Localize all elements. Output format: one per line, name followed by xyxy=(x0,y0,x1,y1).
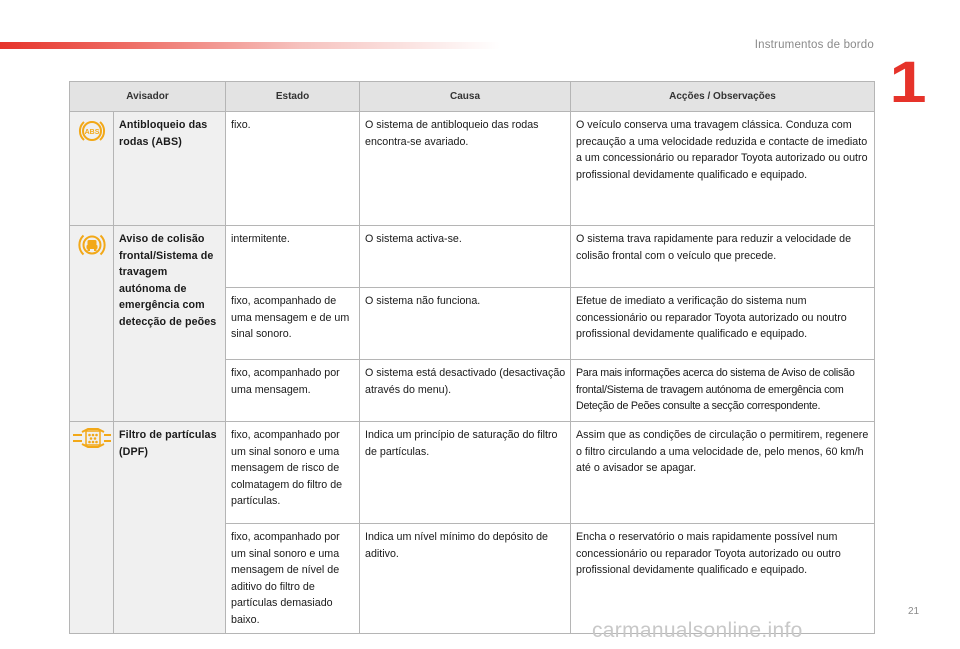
estado-cell: fixo, acompanhado por uma mensagem. xyxy=(226,360,360,422)
section-title: Instrumentos de bordo xyxy=(754,39,874,51)
icon-cell xyxy=(70,226,114,422)
warning-name: Filtro de partículas (DPF) xyxy=(114,422,226,634)
table-row xyxy=(70,226,875,288)
icon-cell xyxy=(70,112,114,226)
icon-cell xyxy=(70,422,114,634)
accoes-cell: O veículo conserva uma travagem clássica. Conduza com precaução a uma velocidade reduzida e contacte de imediato a um concessionário ou reparador Toyota autorizado ou outro profissional devidamente qualificado e equipado. xyxy=(571,112,875,226)
abs-warning-icon xyxy=(72,117,111,145)
estado-cell: fixo, acompanhado de uma mensagem e de um sinal sonoro. xyxy=(226,288,360,360)
header-accent-bar xyxy=(0,42,500,49)
table-header-row xyxy=(70,82,875,112)
warning-lights-table xyxy=(69,81,875,634)
svg-text:ABS: ABS xyxy=(84,129,99,136)
causa-cell: O sistema está desactivado (desactivação através do menu). xyxy=(360,360,571,422)
estado-cell: fixo. xyxy=(226,112,360,226)
particle-filter-icon xyxy=(72,427,111,449)
table-row xyxy=(70,422,875,524)
causa-cell: O sistema activa-se. xyxy=(360,226,571,288)
chapter-number-text: 1 xyxy=(889,50,927,115)
watermark: carmanualsonline.info xyxy=(592,619,803,642)
chapter-number xyxy=(889,50,927,115)
estado-cell: fixo, acompanhado por um sinal sonoro e uma mensagem de risco de colmatagem do filtro de partículas. xyxy=(226,422,360,524)
accoes-cell: Para mais informações acerca do sistema de Aviso de colisão frontal/Sistema de travagem autónoma de emergência com Deteção de Peões consulte a secção correspondente. xyxy=(571,360,875,422)
causa-cell: Indica um princípio de saturação do filtro de partículas. xyxy=(360,422,571,524)
accoes-cell: Encha o reservatório o mais rapidamente possível num concessionário ou reparador Toyota autorizado ou outro profissional devidamente qualificado e equipado. xyxy=(571,524,875,634)
causa-cell: O sistema de antibloqueio das rodas encontra-se avariado. xyxy=(360,112,571,226)
warning-name: Antibloqueio das rodas (ABS) xyxy=(114,112,226,226)
causa-cell: O sistema não funciona. xyxy=(360,288,571,360)
estado-cell: fixo, acompanhado por um sinal sonoro e uma mensagem de nível de aditivo do filtro de partículas demasiado baixo. xyxy=(226,524,360,634)
column-header-estado: Estado xyxy=(226,82,360,112)
table-row xyxy=(70,112,875,226)
collision-warning-icon xyxy=(72,231,111,259)
accoes-cell: Efetue de imediato a verificação do sistema num concessionário ou reparador Toyota autorizado ou noutro profissional devidamente qualificado e equipado. xyxy=(571,288,875,360)
column-header-avisador: Avisador xyxy=(70,82,226,112)
page-number: 21 xyxy=(908,606,920,617)
accoes-cell: O sistema trava rapidamente para reduzir a velocidade de colisão frontal com o veículo que precede. xyxy=(571,226,875,288)
estado-cell: intermitente. xyxy=(226,226,360,288)
column-header-accoes: Acções / Observações xyxy=(571,82,875,112)
accoes-cell: Assim que as condições de circulação o permitirem, regenere o filtro circulando a uma velocidade de, pelo menos, 60 km/h até o avisador se apagar. xyxy=(571,422,875,524)
causa-cell: Indica um nível mínimo do depósito de aditivo. xyxy=(360,524,571,634)
column-header-causa: Causa xyxy=(360,82,571,112)
warning-name: Aviso de colisão frontal/Sistema de travagem autónoma de emergência com detecção de peões xyxy=(114,226,226,422)
